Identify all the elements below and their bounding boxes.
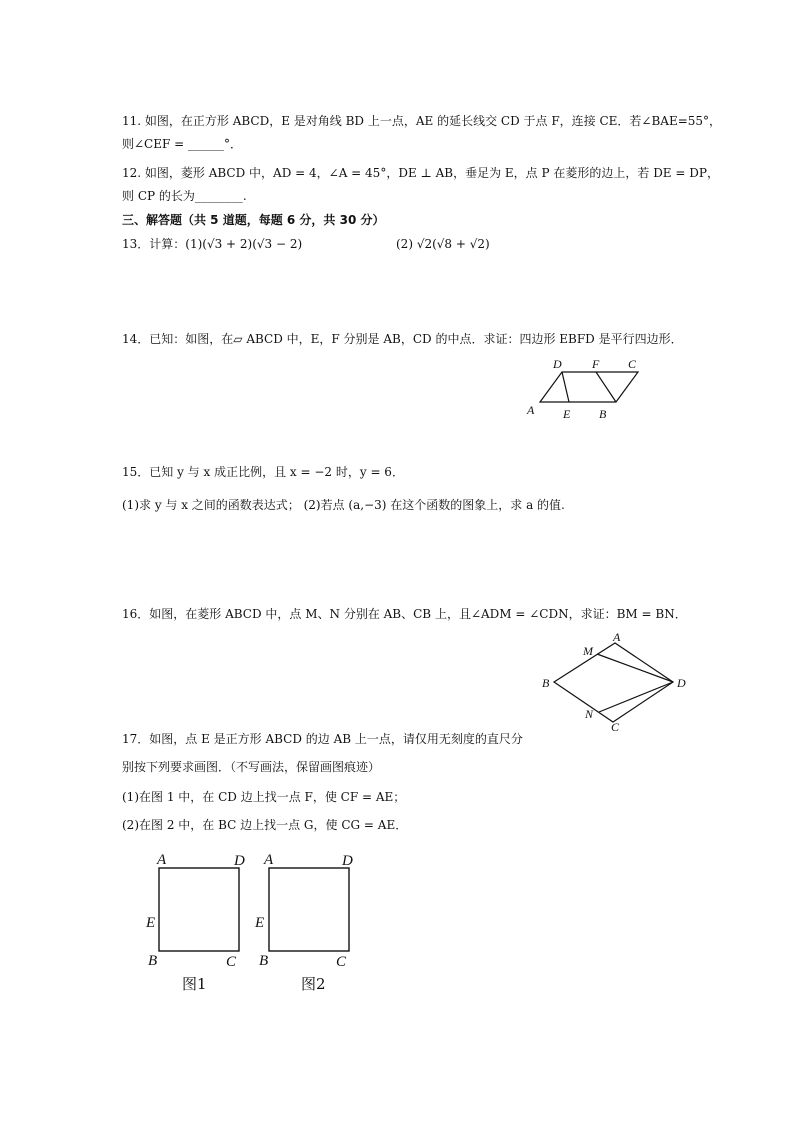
q17-line2: 别按下列要求画图．（不写画法，保留画图痕迹） bbox=[122, 760, 381, 774]
q17-figure-2 bbox=[250, 848, 365, 996]
q15-line2: (1)求 y 与 x 之间的函数表达式； (2)若点 (a,−3) 在这个函数的图象上，求 a 的值. bbox=[122, 498, 565, 512]
q15-line1: 15．已知 y 与 x 成正比例，且 x = −2 时，y = 6． bbox=[122, 465, 404, 479]
q13-part1: 13．计算：(1)(√3 + 2)(√3 − 2) bbox=[122, 237, 303, 251]
q11-line2: 则∠CEF = ______°． bbox=[122, 137, 243, 151]
q14-label-b: B bbox=[599, 407, 607, 421]
q17-fig1-label-d: D bbox=[234, 853, 245, 869]
q17-fig2-label-a: A bbox=[264, 852, 274, 868]
q14-parallelogram-figure bbox=[520, 352, 650, 424]
q16-label-n: N bbox=[585, 707, 594, 721]
q17-figure-1 bbox=[140, 848, 250, 996]
q16-label-d: D bbox=[677, 676, 686, 690]
q14-segment-bf bbox=[596, 372, 616, 402]
q14-text: 14．已知：如图，在▱ ABCD 中，E，F 分别是 AB，CD 的中点．求证：四边形 EBFD 是平行四边形． bbox=[122, 332, 683, 346]
q11-line1: 11. 如图，在正方形 ABCD，E 是对角线 BD 上一点，AE 的延长线交 CD 于点 F，连接 CE．若∠BAE=55°， bbox=[122, 114, 722, 128]
q17-fig2-label-b: B bbox=[259, 953, 269, 969]
section-3-heading: 三、解答题（共 5 道题，每题 6 分，共 30 分） bbox=[122, 213, 385, 227]
q17-fig2-square bbox=[269, 868, 349, 951]
q16-segment-dn bbox=[599, 682, 673, 712]
q16-rhombus-figure bbox=[535, 630, 695, 735]
q16-segment-dm bbox=[597, 654, 673, 682]
q17-fig2-label-c: C bbox=[336, 954, 347, 970]
q17-fig1-caption: 图1 bbox=[182, 975, 207, 993]
q14-parallelogram bbox=[540, 372, 638, 402]
q17-fig2-label-d: D bbox=[342, 853, 353, 869]
q17-fig1-square bbox=[159, 868, 239, 951]
q17-line1: 17．如图，点 E 是正方形 ABCD 的边 AB 上一点，请仅用无刻度的直尺分 bbox=[122, 732, 523, 746]
q17-fig1-label-e: E bbox=[146, 915, 156, 931]
q14-label-f: F bbox=[592, 357, 600, 371]
q16-label-a: A bbox=[613, 630, 621, 644]
q17-line3: (1)在图 1 中，在 CD 边上找一点 F，使 CF = AE； bbox=[122, 790, 406, 804]
q14-label-c: C bbox=[628, 357, 637, 371]
q16-text: 16．如图，在菱形 ABCD 中，点 M、N 分别在 AB、CB 上，且∠ADM = ∠CDN，求证：BM = BN． bbox=[122, 607, 687, 621]
q17-fig1-label-a: A bbox=[157, 852, 167, 868]
q17-line4: (2)在图 2 中，在 BC 边上找一点 G，使 CG = AE． bbox=[122, 818, 408, 832]
q16-label-c: C bbox=[611, 720, 620, 734]
q17-fig1-label-b: B bbox=[148, 953, 158, 969]
q14-label-d: D bbox=[553, 357, 562, 371]
q12-line2: 则 CP 的长为________. bbox=[122, 189, 247, 203]
q13-part2: (2) √2(√8 + √2) bbox=[396, 237, 490, 251]
q14-label-a: A bbox=[527, 403, 535, 417]
q14-label-e: E bbox=[563, 407, 571, 421]
q16-label-m: M bbox=[583, 644, 593, 658]
q12-line1: 12. 如图，菱形 ABCD 中，AD = 4，∠A = 45°，DE ⊥ AB，垂足为 E，点 P 在菱形的边上，若 DE = DP， bbox=[122, 166, 719, 180]
q17-fig2-caption: 图2 bbox=[301, 975, 326, 993]
q17-fig2-label-e: E bbox=[255, 915, 265, 931]
q17-fig1-label-c: C bbox=[226, 954, 237, 970]
q16-label-b: B bbox=[542, 676, 550, 690]
q14-segment-de bbox=[562, 372, 569, 402]
q16-rhombus bbox=[554, 643, 673, 722]
